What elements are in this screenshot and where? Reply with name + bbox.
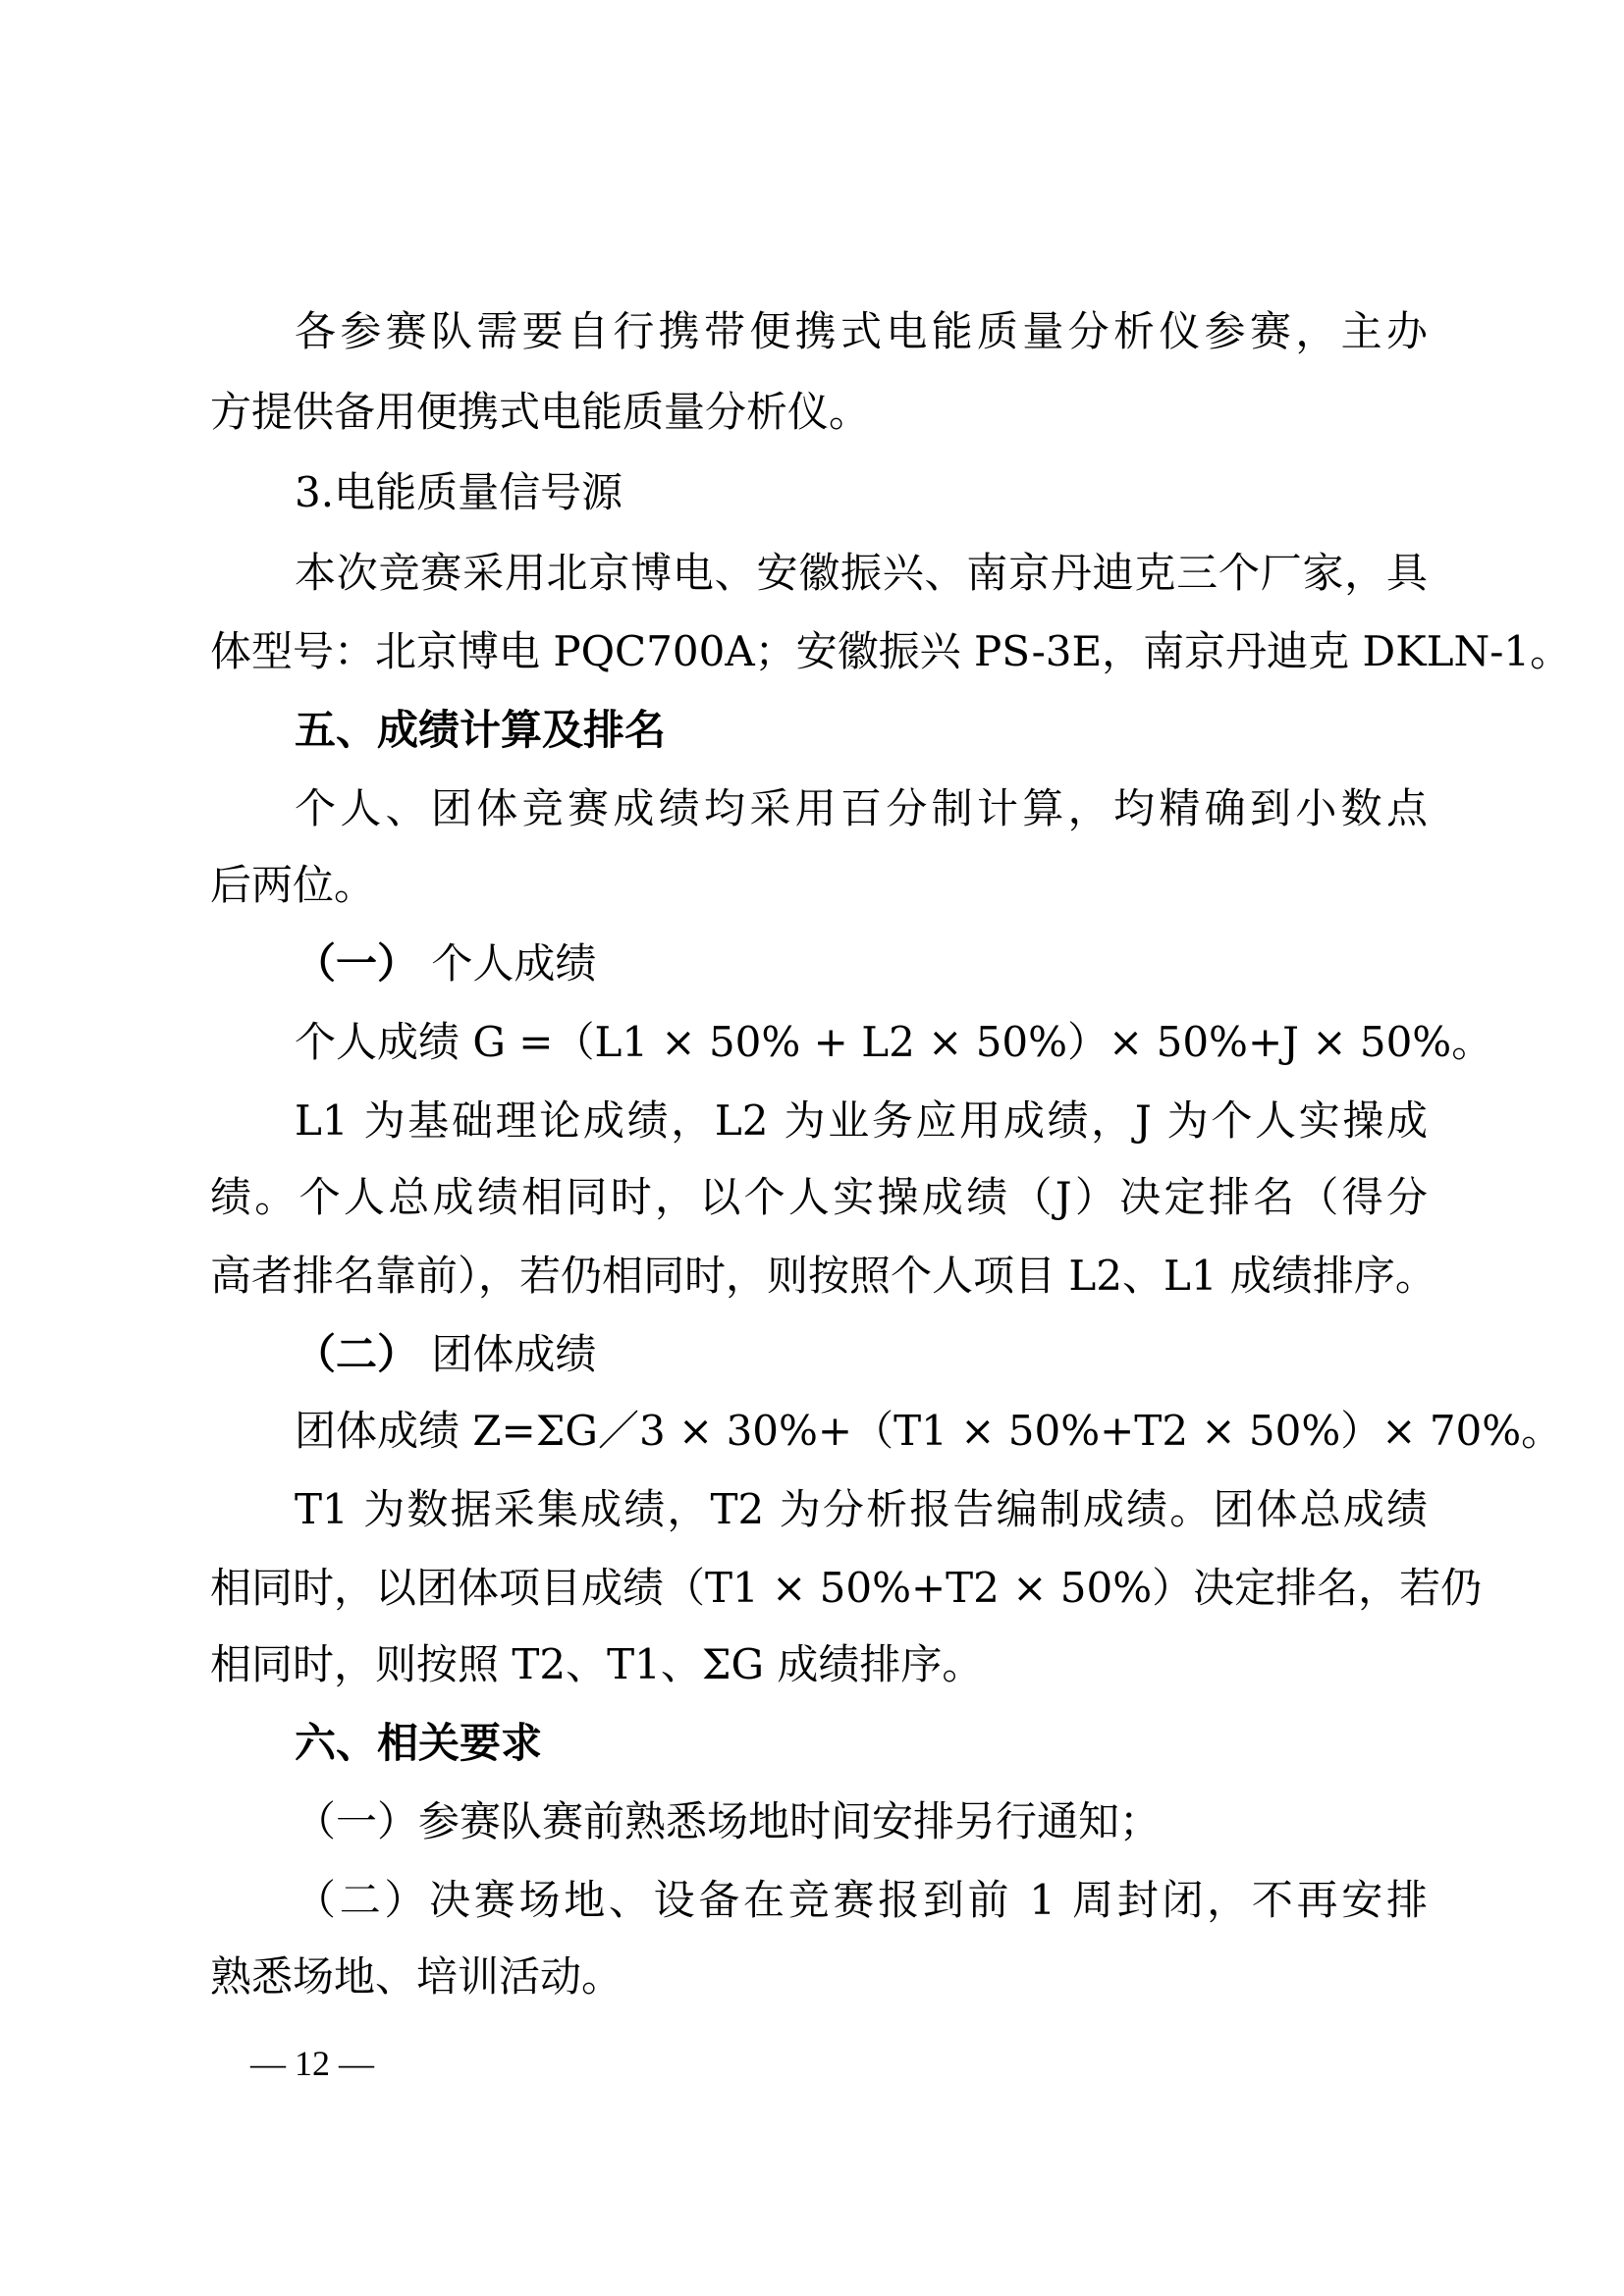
paragraph-line: 本次竞赛采用北京博电、安徽振兴、南京丹迪克三个厂家，具 (295, 549, 1428, 597)
paragraph-line: 高者排名靠前），若仍相同时，则按照个人项目 L2、L1 成绩排序。 (210, 1252, 1436, 1300)
page-number: — 12 — (250, 2044, 374, 2083)
subsection-number: （二） (295, 1330, 419, 1378)
paragraph-line: 各参赛队需要自行携带便携式电能质量分析仪参赛，主办 (295, 307, 1428, 355)
formula-line: 团体成绩 Z=ΣG／3 × 30%+（T1 × 50%+T2 × 50%）× 70%。 (295, 1407, 1563, 1455)
paragraph-line: （一）参赛队赛前熟悉场地时间安排另行通知； (295, 1797, 1162, 1845)
paragraph-line: 个人、团体竞赛成绩均采用百分制计算，均精确到小数点 (295, 784, 1428, 832)
paragraph-line: T1 为数据采集成绩，T2 为分析报告编制成绩。团体总成绩 (295, 1485, 1428, 1533)
formula-line: 个人成绩 G =（L1 × 50% + L2 × 50%）× 50%+J × 50%。 (295, 1018, 1493, 1066)
subsection-heading (295, 1325, 1428, 1384)
paragraph-line: 相同时，则按照 T2、T1、ΣG 成绩排序。 (210, 1640, 984, 1688)
paragraph-line: 绩。个人总成绩相同时，以个人实操成绩（J）决定排名（得分 (210, 1173, 1428, 1221)
paragraph-line: 后两位。 (210, 861, 376, 909)
section-heading: 五、成绩计算及排名 (295, 706, 667, 754)
paragraph-line: 体型号：北京博电 PQC700A；安徽振兴 PS-3E，南京丹迪克 DKLN-1。 (210, 627, 1572, 675)
section-subtitle: 3.电能质量信号源 (295, 468, 623, 516)
subsection-number: （一） (295, 939, 419, 988)
paragraph-line: 方提供备用便携式电能质量分析仪。 (210, 388, 871, 436)
subsection-heading (295, 934, 1428, 993)
subsection-title: 团体成绩 (431, 1330, 597, 1378)
paragraph-line: 熟悉场地、培训活动。 (210, 1952, 623, 2001)
paragraph-line: 相同时，以团体项目成绩（T1 × 50%+T2 × 50%）决定排名，若仍 (210, 1564, 1483, 1612)
paragraph-line: L1 为基础理论成绩，L2 为业务应用成绩，J 为个人实操成 (295, 1096, 1428, 1145)
subsection-title: 个人成绩 (431, 939, 597, 988)
section-heading: 六、相关要求 (295, 1719, 543, 1767)
paragraph-line: （二）决赛场地、设备在竞赛报到前 1 周封闭，不再安排 (295, 1876, 1428, 1924)
